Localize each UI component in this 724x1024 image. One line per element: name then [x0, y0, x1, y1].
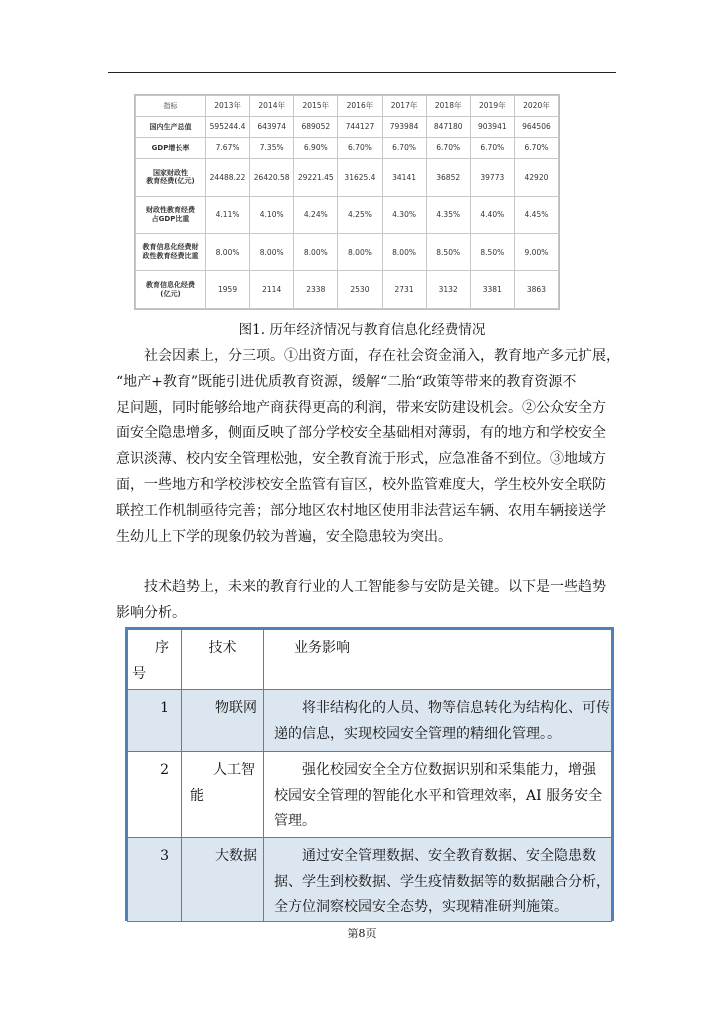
- social-factors-paragraph: [116, 344, 620, 550]
- figure-cell: 24488.22: [206, 159, 250, 196]
- figure-row-label: GDP增长率: [136, 138, 206, 159]
- figure-cell: 26420.58: [250, 159, 294, 196]
- figure-cell: 4.11%: [206, 196, 250, 233]
- figure-cell: 2114: [250, 271, 294, 309]
- tech-trends-paragraph: [116, 575, 616, 627]
- figure-cell: 8.50%: [426, 233, 470, 270]
- figure-cell: 643974: [250, 117, 294, 138]
- figure-cell: 2338: [294, 271, 338, 309]
- figure-cell: 4.25%: [338, 196, 382, 233]
- header-tech: 技术: [182, 630, 264, 690]
- row-index: 1: [128, 690, 182, 752]
- tech-table-row: [128, 690, 612, 752]
- figure-cell: 8.00%: [294, 233, 338, 270]
- figure-cell: 3863: [514, 271, 558, 309]
- figure-cell: 4.45%: [514, 196, 558, 233]
- figure-cell: 36852: [426, 159, 470, 196]
- figure-cell: 4.24%: [294, 196, 338, 233]
- figure-row-education-funds: [136, 159, 559, 196]
- figure-row-gdp-growth: [136, 138, 559, 159]
- figure-cell: 4.30%: [382, 196, 426, 233]
- row-index: 2: [128, 752, 182, 838]
- figure-header-row: [136, 96, 559, 117]
- figure-row-label: 教育信息化经费财 政性教育经费比重: [136, 233, 206, 270]
- text-line: 社会因素上，分三项。①出资方面，存在社会资金涌入，教育地产多元扩展，: [116, 348, 620, 364]
- figure-row-funds-gdp-share: [136, 196, 559, 233]
- row-tech: 大数据: [182, 838, 264, 922]
- figure-cell: 8.00%: [250, 233, 294, 270]
- row-tech: 人工智 能: [182, 752, 264, 838]
- economic-data-figure: [134, 94, 560, 310]
- figure-cell: 8.00%: [338, 233, 382, 270]
- figure-header-cell: 2017年: [382, 96, 426, 117]
- row-impact: 通过安全管理数据、安全教育数据、安全隐患数 据、学生到校数据、学生疫情数据等的数据融合分析， 全方位洞察校园安全态势，实现精准研判施策。: [264, 838, 612, 922]
- figure-cell: 744127: [338, 117, 382, 138]
- figure-cell: 964506: [514, 117, 558, 138]
- text-line: 生幼儿上下学的现象仍较为普遍，安全隐患较为突出。: [116, 528, 452, 545]
- tech-table-row: [128, 838, 612, 922]
- figure-cell: 7.35%: [250, 138, 294, 159]
- figure-header-cell: 2020年: [514, 96, 558, 117]
- tech-table-row: [128, 752, 612, 838]
- header-index: 序 号: [128, 630, 182, 690]
- text-line: 面安全隐患增多，侧面反映了部分学校安全基础相对薄弱，有的地方和学校安全: [116, 425, 606, 442]
- header-impact: 业务影响: [264, 630, 612, 690]
- figure-header-cell: 2014年: [250, 96, 294, 117]
- text-line: 足问题，同时能够给地产商获得更高的利润，带来安防建设机会。②公众安全方: [116, 399, 606, 416]
- figure-cell: 34141: [382, 159, 426, 196]
- figure-cell: 689052: [294, 117, 338, 138]
- page-number: 第8页: [347, 927, 377, 940]
- row-impact: 将非结构化的人员、物等信息转化为结构化、可传 递的信息，实现校园安全管理的精细化管理。。: [264, 690, 612, 752]
- figure-cell: 4.35%: [426, 196, 470, 233]
- figure-cell: 3381: [470, 271, 514, 309]
- figure-cell: 793984: [382, 117, 426, 138]
- figure-cell: 6.70%: [338, 138, 382, 159]
- figure-cell: 7.67%: [206, 138, 250, 159]
- figure-cell: 8.00%: [206, 233, 250, 270]
- figure-cell: 3132: [426, 271, 470, 309]
- figure-row-it-funds: [136, 271, 559, 309]
- figure-cell: 595244.4: [206, 117, 250, 138]
- figure-row-label: 国家财政性 教育经费(亿元): [136, 159, 206, 196]
- figure-cell: 6.70%: [470, 138, 514, 159]
- figure-cell: 847180: [426, 117, 470, 138]
- figure-cell: 2731: [382, 271, 426, 309]
- figure-row-label: 财政性教育经费 占GDP比重: [136, 196, 206, 233]
- text-line: 意识淡薄、校内安全管理松弛，安全教育流于形式，应急准备不到位。③地域方: [116, 451, 606, 468]
- figure-cell: 4.10%: [250, 196, 294, 233]
- figure-cell: 1959: [206, 271, 250, 309]
- figure-cell: 6.90%: [294, 138, 338, 159]
- figure-header-cell: 指标: [136, 96, 206, 117]
- figure-cell: 31625.4: [338, 159, 382, 196]
- figure-caption: 图1. 历年经济情况与教育信息化经费情况: [238, 322, 486, 338]
- tech-impact-table: [125, 627, 614, 921]
- header-rule: [108, 72, 616, 73]
- text-line: 影响分析。: [116, 604, 186, 621]
- figure-row-label: 国内生产总值: [136, 117, 206, 138]
- figure-cell: 42920: [514, 159, 558, 196]
- figure-header-cell: 2019年: [470, 96, 514, 117]
- figure-header-cell: 2018年: [426, 96, 470, 117]
- row-impact: 强化校园安全全方位数据识别和采集能力，增强 校园安全管理的智能化水平和管理效率，AI 服务安全 管理。: [264, 752, 612, 838]
- figure-cell: 903941: [470, 117, 514, 138]
- text-line: “地产+教育”既能引进优质教育资源，缓解“二胎“政策等带来的教育资源不: [116, 373, 577, 390]
- figure-cell: 8.00%: [382, 233, 426, 270]
- figure-cell: 4.40%: [470, 196, 514, 233]
- text-line: 技术趋势上，未来的教育行业的人工智能参与安防是关键。以下是一些趋势: [116, 579, 606, 595]
- figure-row-it-share: [136, 233, 559, 270]
- figure-cell: 8.50%: [470, 233, 514, 270]
- figure-row-label: 教育信息化经费 (亿元): [136, 271, 206, 309]
- figure-cell: 29221.45: [294, 159, 338, 196]
- text-line: 面，一些地方和学校涉校安全监管有盲区，校外监管难度大，学生校外安全联防: [116, 476, 606, 493]
- figure-row-gdp: [136, 117, 559, 138]
- figure-header-cell: 2013年: [206, 96, 250, 117]
- figure-header-cell: 2016年: [338, 96, 382, 117]
- figure-cell: 6.70%: [382, 138, 426, 159]
- text-line: 联控工作机制亟待完善；部分地区农村地区使用非法营运车辆、农用车辆接送学: [116, 502, 606, 519]
- tech-table-header-row: [128, 630, 612, 690]
- figure-cell: 6.70%: [514, 138, 558, 159]
- row-tech: 物联网: [182, 690, 264, 752]
- figure-cell: 6.70%: [426, 138, 470, 159]
- row-index: 3: [128, 838, 182, 922]
- figure-cell: 2530: [338, 271, 382, 309]
- figure-cell: 39773: [470, 159, 514, 196]
- figure-cell: 9.00%: [514, 233, 558, 270]
- figure-header-cell: 2015年: [294, 96, 338, 117]
